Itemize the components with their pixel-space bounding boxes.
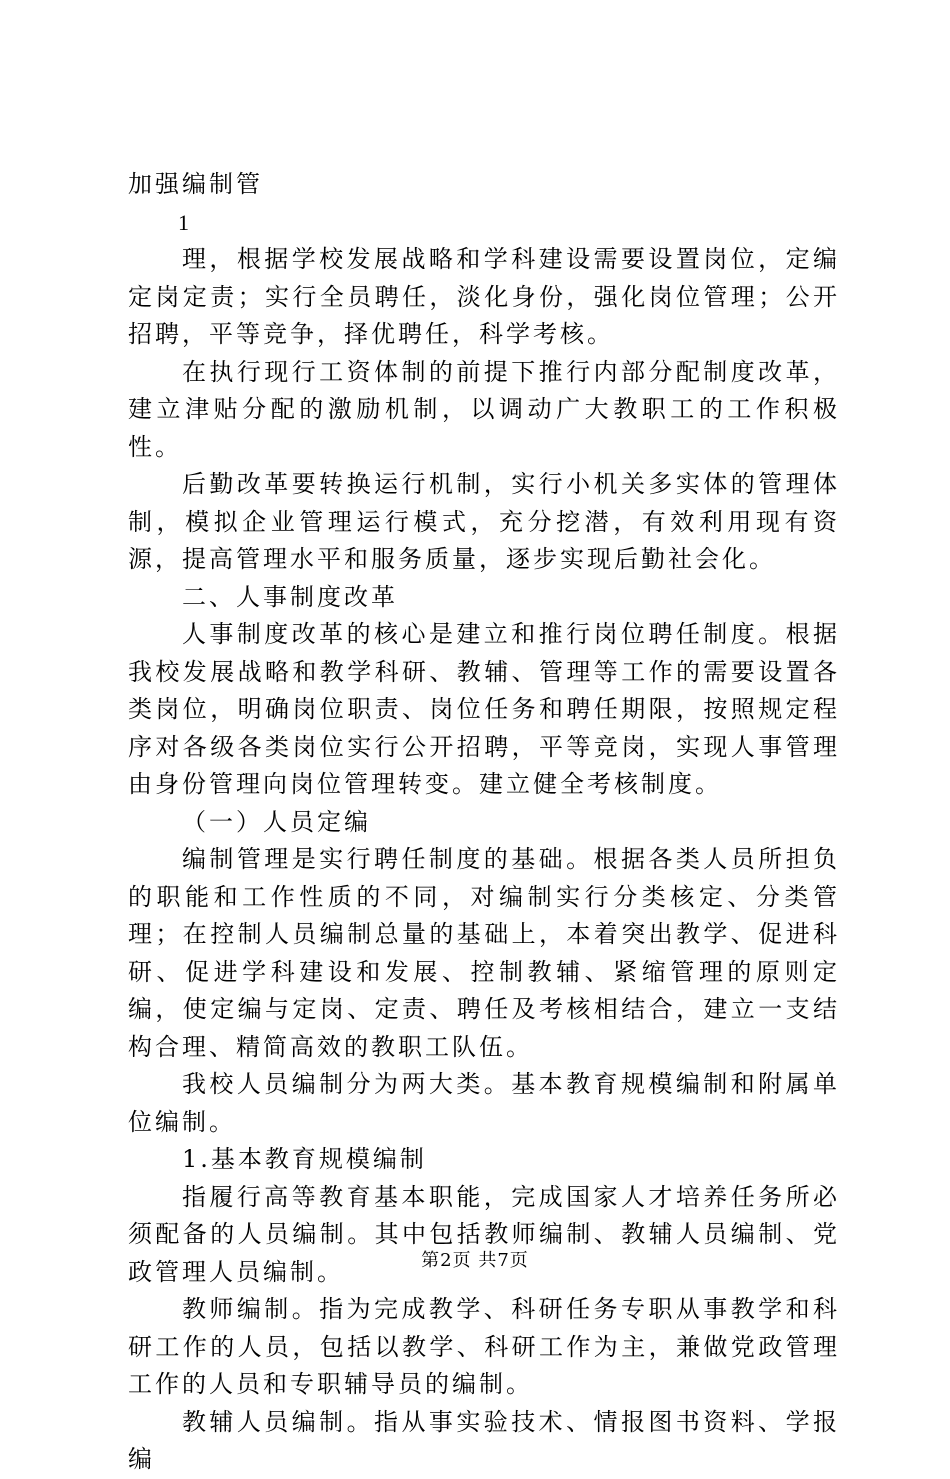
- item-title: 1.基本教育规模编制: [182, 1145, 427, 1173]
- section-title: 二、人事制度改革: [182, 582, 398, 611]
- paragraph: 人事制度改革的核心是建立和推行岗位聘任制度。根据我校发展战略和教学科研、教辅、管理等工作的需要设置各类岗位，明确岗位职责、岗位任务和聘任期限，按照规定程序对各级各类岗位实行公开招聘，平等竞岗，实现人事管理由身份管理向岗位管理转变。建立健全考核制度。: [128, 620, 840, 798]
- paragraph: 教辅人员编制。指从事实验技术、情报图书资料、学报编: [128, 1407, 840, 1473]
- paragraph: 在执行现行工资体制的前提下推行内部分配制度改革，建立津贴分配的激励机制，以调动广大教职工的工作积极性。: [128, 357, 840, 461]
- paragraph: 后勤改革要转换运行机制，实行小机关多实体的管理体制，模拟企业管理运行模式，充分挖潜，有效利用现有资源，提高管理水平和服务质量，逐步实现后勤社会化。: [128, 470, 840, 573]
- heading-fragment: 加强编制管: [128, 170, 263, 198]
- subsection-title: （一）人员定编: [182, 807, 371, 836]
- paragraph: 指履行高等教育基本职能，完成国家人才培养任务所必须配备的人员编制。其中包括教师编制、教辅人员编制、党政管理人员编制。: [128, 1182, 840, 1286]
- document-body: [128, 166, 840, 1479]
- list-marker: 1: [178, 209, 192, 235]
- paragraph: 我校人员编制分为两大类。基本教育规模编制和附属单位编制。: [128, 1070, 840, 1136]
- paragraph: 编制管理是实行聘任制度的基础。根据各类人员所担负的职能和工作性质的不同，对编制实行分类核定、分类管理；在控制人员编制总量的基础上，本着突出教学、促进科研、促进学科建设和发展、控制教辅、紧缩管理的原则定编，使定编与定岗、定责、聘任及考核相结合，建立一支结构合理、精简高效的教职工队伍。: [128, 845, 840, 1061]
- paragraph: 理，根据学校发展战略和学科建设需要设置岗位，定编定岗定责；实行全员聘任，淡化身份，强化岗位管理；公开招聘，平等竞争，择优聘任，科学考核。: [128, 245, 840, 348]
- paragraph: 教师编制。指为完成教学、科研任务专职从事教学和科研工作的人员，包括以教学、科研工作为主，兼做党政管理工作的人员和专职辅导员的编制。: [128, 1295, 840, 1398]
- page-footer: 第2页 共7页: [421, 1250, 529, 1271]
